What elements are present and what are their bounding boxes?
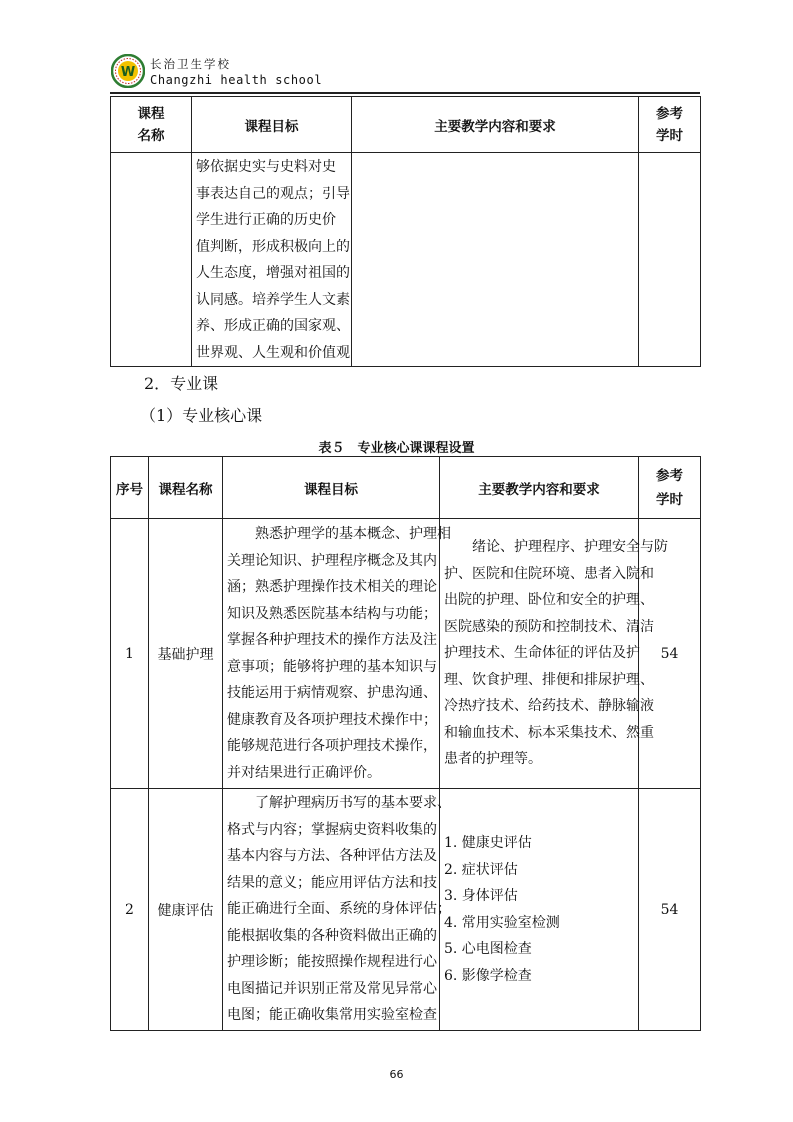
column-header-course-name: 课程名称 [149,457,223,519]
column-header-content: 主要教学内容和要求 [440,457,639,519]
school-name-en: Changzhi health school [150,73,323,87]
course-name-cell [111,153,192,367]
row-number: 2 [111,789,149,1031]
column-header-goal: 课程目标 [223,457,440,519]
course-table-continued [110,96,701,367]
course-content: 1. 健康史评估 2. 症状评估 3. 身体评估 4. 常用实验室检测 5. 心电图检查 6. 影像学检查 [440,789,639,1031]
core-course-table [110,456,701,1031]
column-header-content: 主要教学内容和要求 [352,97,639,153]
column-header-hours: 参考 学时 [639,457,701,519]
row-number: 1 [111,519,149,789]
school-name-cn: 长治卫生学校 [150,57,231,71]
hours-cell [639,153,701,367]
column-header-no: 序号 [111,457,149,519]
school-logo [111,54,145,88]
course-hours: 54 [639,789,701,1031]
course-name: 基础护理 [149,519,223,789]
goal-cell: 够依据史实与史料对史 事表达自己的观点；引导 学生进行正确的历史价 值判断，形成积极向上的 人生态度，增强对祖国的 认同感。培养学生人文素 养、形成正确的国家观、 世界观、人生观和价值观 [192,153,352,367]
header-rule [110,92,700,94]
course-goal: 熟悉护理学的基本概念、护理相 关理论知识、护理程序概念及其内 涵；熟悉护理操作技术相关的理论 知识及熟悉医院基本结构与功能； 掌握各种护理技术的操作方法及注 意事项；能够将护理的基本知识与 技能运用于病情观察、护患沟通、 健康教育及各项护理技术操作中； 能够规范进行各项护理技术操作， 并对结果进行正确评价。 [223,519,440,789]
course-goal: 了解护理病历书写的基本要求、 格式与内容；掌握病史资料收集的 基本内容与方法、各种评估方法及 结果的意义；能应用评估方法和技 能正确进行全面、系统的身体评估； 能根据收集的各种资料做出正确的 护理诊断；能按照操作规程进行心 电图描记并识别正常及常见异常心 电图；能正确收集常用实验室检查 [223,789,440,1031]
table-row [111,789,701,1031]
page-number: 66 [389,1068,404,1081]
section-subheading: （1）专业核心课 [140,406,263,425]
logo-letter: W [120,65,136,80]
section-heading: 2．专业课 [144,374,219,393]
column-header-hours: 参考 学时 [639,97,701,153]
column-header-course-name: 课程 名称 [111,97,192,153]
table-caption: 表５ 专业核心课课程设置 [318,441,475,456]
table-row [111,153,701,367]
course-name: 健康评估 [149,789,223,1031]
table-row [111,519,701,789]
table-header-row [111,457,701,519]
column-header-goal: 课程目标 [192,97,352,153]
course-hours: 54 [639,519,701,789]
course-content: 绪论、护理程序、护理安全与防 护、医院和住院环境、患者入院和 出院的护理、卧位和安全的护理、 医院感染的预防和控制技术、清洁 护理技术、生命体征的评估及护 理、饮食护理、排便和排尿护理、 冷热疗技术、给药技术、静脉输液 和输血技术、标本采集技术、然重 患者的护理等。 [440,519,639,789]
table-header-row [111,97,701,153]
content-cell [352,153,639,367]
